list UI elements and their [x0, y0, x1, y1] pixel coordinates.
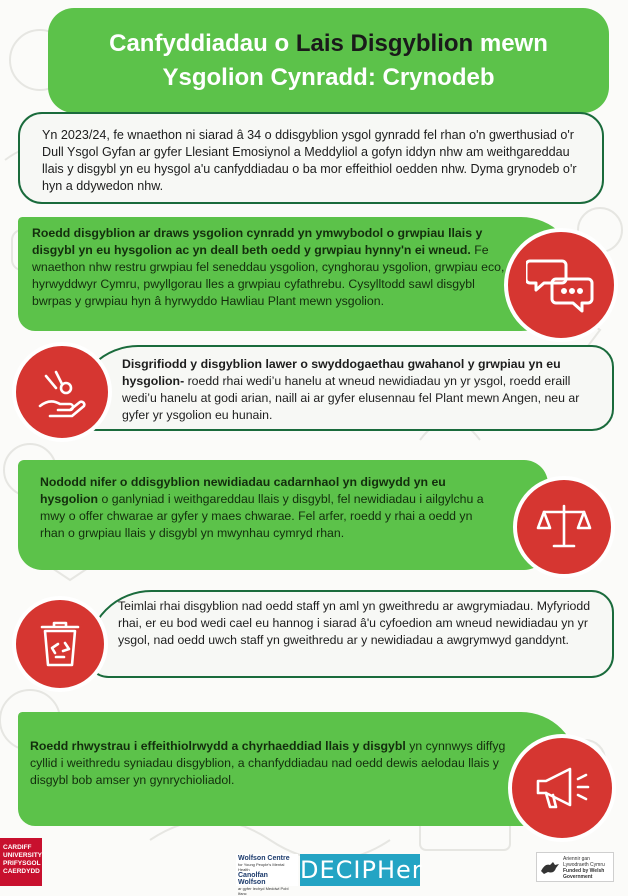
- recycling-bin-icon: [12, 596, 108, 692]
- balance-scale-icon: [513, 476, 615, 578]
- cardiff-university-logo: CARDIFF UNIVERSITY PRIFYSGOL CAERDYDD: [0, 838, 42, 886]
- intro-box: Yn 2023/24, fe wnaethon ni siarad â 34 o ddisgyblion ysgol gynradd fel rhan o'n gwerthusiad o'r Dull Ysgol Gyfan ar gyfer Llesiant Emosiynol a Meddyliol a gofyn iddyn nhw am weithgareddau llais y disgybl yn eu hysgol a'u canfyddiadau o ba mor effeithiol oedden nhw. Dyma grynodeb o'r hyn a ddywedon nhw.: [18, 112, 604, 204]
- finding-card-5: Roedd rhwystrau i effeithiolrwydd a chyrhaeddiad llais y disgybl yn cynnwys diffyg cyllid i weithredu syniadau disgyblion, a chanfyddiadau nad oedd dewis aelodau llais y disgybl bob amser yn gynrychioliadol.: [18, 712, 578, 826]
- welsh-government-logo: Ariennir gan Lywodraeth Cymru Funded by Welsh Government: [536, 852, 614, 882]
- page-title: [48, 8, 609, 113]
- finding-card-2: Disgrifiodd y disgyblion lawer o swyddogaethau gwahanol y grwpiau yn eu hysgolion- roedd rhai wedi’u hanelu at wneud newidiadau yn yr ysgol, roedd eraill wedi’u hanelu at godi arian, naill ai ar gyfer elusennau fel Plant mewn Angen, neu ar gyfer yr ysgolion eu hunain.: [74, 345, 614, 431]
- title-line-2: Ysgolion Cynradd: Crynodeb: [162, 63, 495, 91]
- dragon-icon: [540, 859, 560, 875]
- decipher-logo: DECIPHer: [300, 856, 423, 884]
- finding-card-4: Teimlai rhai disgyblion nad oedd staff yn aml yn gweithredu ar awgrymiadau. Myfyriodd rhai, er eu bod wedi cael eu hannog i siarad â'u cyfoedion am wneud newidiadau yn yr ysgol, nad oedd uwch staff yn gweithredu ar y newidiadau a awgrymwyd ganddynt.: [86, 590, 614, 678]
- megaphone-icon: [508, 734, 616, 842]
- donation-hand-icon: [12, 342, 112, 442]
- title-line-1: Canfyddiadau o Lais Disgyblion mewn: [109, 29, 548, 57]
- speech-bubbles-icon: [504, 228, 618, 342]
- wolfson-centre-logo: Wolfson Centre for Young People's Mental Health Canolfan Wolfson ar gyfer Iechyd Meddwl Pobl Ifanc: [236, 854, 298, 886]
- finding-card-3: Nododd nifer o ddisgyblion newidiadau cadarnhaol yn digwydd yn eu hysgolion o ganlyniad i weithgareddau llais y disgybl, fel newidiadau i ailgylchu a mwy o offer chwarae ar gyfer y maes chwarae. Fel arfer, roedd y rhai a oedd yn rhan o grwpiau llais y disgybl yn mwynhau cymryd rhan.: [18, 460, 548, 570]
- finding-card-1: Roedd disgyblion ar draws ysgolion cynradd yn ymwybodol o grwpiau llais y disgybl yn eu hysgolion ac yn deall beth oedd y grwpiau hynny'n ei wneud. Fe wnaethon nhw restru grwpiau fel seneddau ysgolion, cynghorau ysgolion, grwpiau eco, hyrwyddwyr Cymru, pwyllgorau lles a grwpiau cyfathrebu. Cysylltodd sawl disgybl bwrpas y grwpiau hyn â hyrwyddo Hawliau Plant mewn ysgolion.: [18, 217, 578, 331]
